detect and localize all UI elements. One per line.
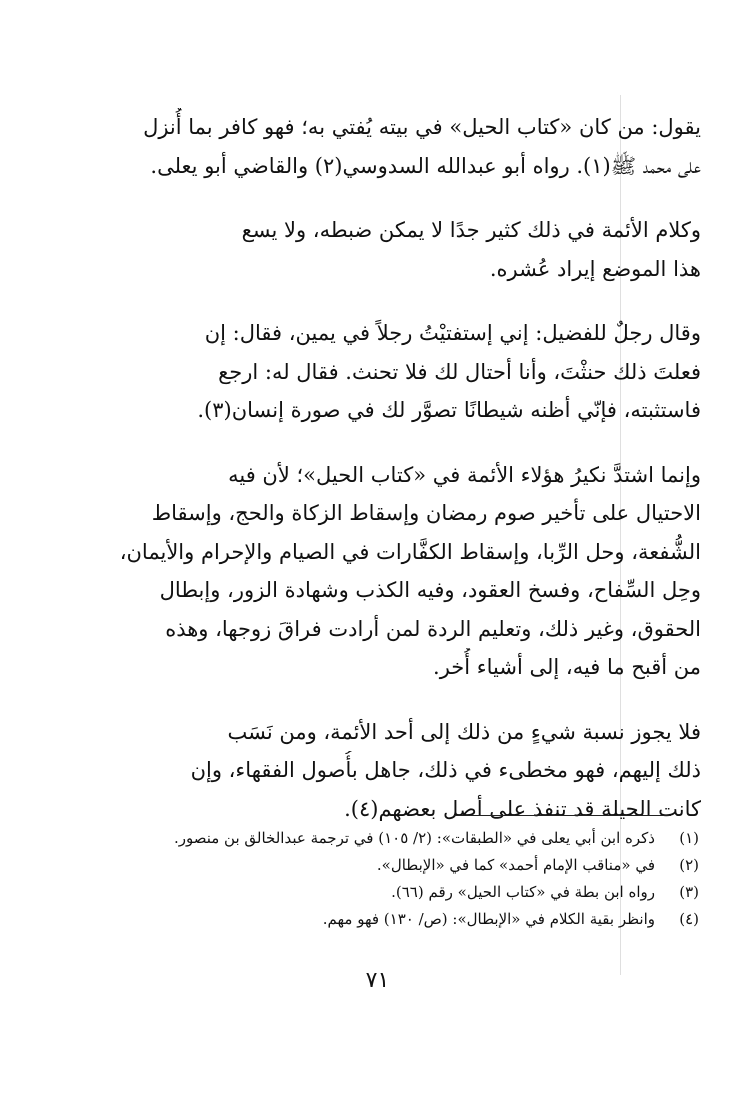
- footnote: [49, 825, 699, 852]
- text-line: من أقبح ما فيه، إلى أشياء أُخر.: [433, 655, 701, 679]
- text-line: هذا الموضع إيراد عُشره.: [489, 256, 701, 281]
- text-line: الحقوق، وغير ذلك، وتعليم الردة لمن أرادت فراقَ زوجها، وهذه: [165, 616, 701, 641]
- text-line: وكلام الأئمة في ذلك كثير جدًا لا يمكن ضبطه، ولا يسع: [241, 218, 701, 242]
- footnote: [49, 906, 699, 933]
- text-line: فعلتَ ذلك حنثْتَ، وأنا أحتال لك فلا تحنث. فقال له: ارجع: [218, 359, 701, 384]
- footnote-number: (٤): [679, 910, 699, 928]
- paragraph: [59, 211, 701, 288]
- text-line: يقول: من كان «كتاب الحيل» في بيته يُفتي به؛ فهو كافر بما أُنزل: [143, 115, 701, 139]
- footnotes: [49, 825, 699, 933]
- footnote: [49, 879, 699, 906]
- text-line: وإنما اشتدَّ نكيرُ هؤلاء الأئمة في «كتاب الحيل»؛ لأن فيه: [228, 462, 701, 487]
- text-line: وقال رجلٌ للفضيل: إني إستفتيْتُ رجلاً في يمين، فقال: إن: [204, 321, 701, 345]
- footnote-text: وانظر بقية الكلام في «الإبطال»: (ص/ ١٣٠) فهو مهم.: [322, 910, 655, 928]
- text-line: فلا يجوز نسبة شيءٍ من ذلك إلى أحد الأئمة، ومن نَسَب: [227, 719, 701, 744]
- text-line: ذلك إليهم، فهو مخطىء في ذلك، جاهل بأُصول الفقهاء، وإن: [190, 758, 701, 782]
- footnote-separator: [454, 815, 671, 816]
- text-line: كانت الحيلة قد تنفذ على أصل بعضهم(٤).: [344, 796, 701, 821]
- footnote-text: في «مناقب الإمام أحمد» كما في «الإبطال».: [376, 856, 655, 874]
- footnote-text: ذكره ابن أبي يعلى في «الطبقات»: (٢/ ١٠٥) في ترجمة عبدالخالق بن منصور.: [173, 829, 655, 847]
- footnote: [49, 852, 699, 879]
- footnote-text: رواه ابن بطة في «كتاب الحيل» رقم (٦٦).: [391, 883, 655, 901]
- paragraph: [59, 713, 701, 829]
- text-line: فاستثبته، فإنّي أظنه شيطانًا تصوَّر لك في صورة إنسان(٣).: [197, 398, 701, 422]
- main-text: [59, 108, 701, 854]
- paragraph: [59, 456, 701, 687]
- paragraph: [59, 314, 701, 430]
- page-number: ٧١: [365, 968, 390, 993]
- text-line: على محمد ﷺ(١). رواه أبو عبدالله السدوسي(٢) والقاضي أبو يعلى.: [150, 153, 701, 178]
- text-line: الشُّفعة، وحل الرِّبا، وإسقاط الكفَّارات في الصيام والإحرام والأيمان،: [119, 539, 701, 564]
- footnote-number: (٢): [679, 856, 699, 874]
- text-line: وحِل السِّفاح، وفسخ العقود، وفيه الكذب وشهادة الزور، وإبطال: [159, 578, 701, 602]
- paragraph: [59, 108, 701, 185]
- footnote-number: (١): [679, 829, 699, 847]
- text-line: الاحتيال على تأخير صوم رمضان وإسقاط الزكاة والحج، وإسقاط: [151, 501, 701, 525]
- footnote-number: (٣): [679, 883, 699, 901]
